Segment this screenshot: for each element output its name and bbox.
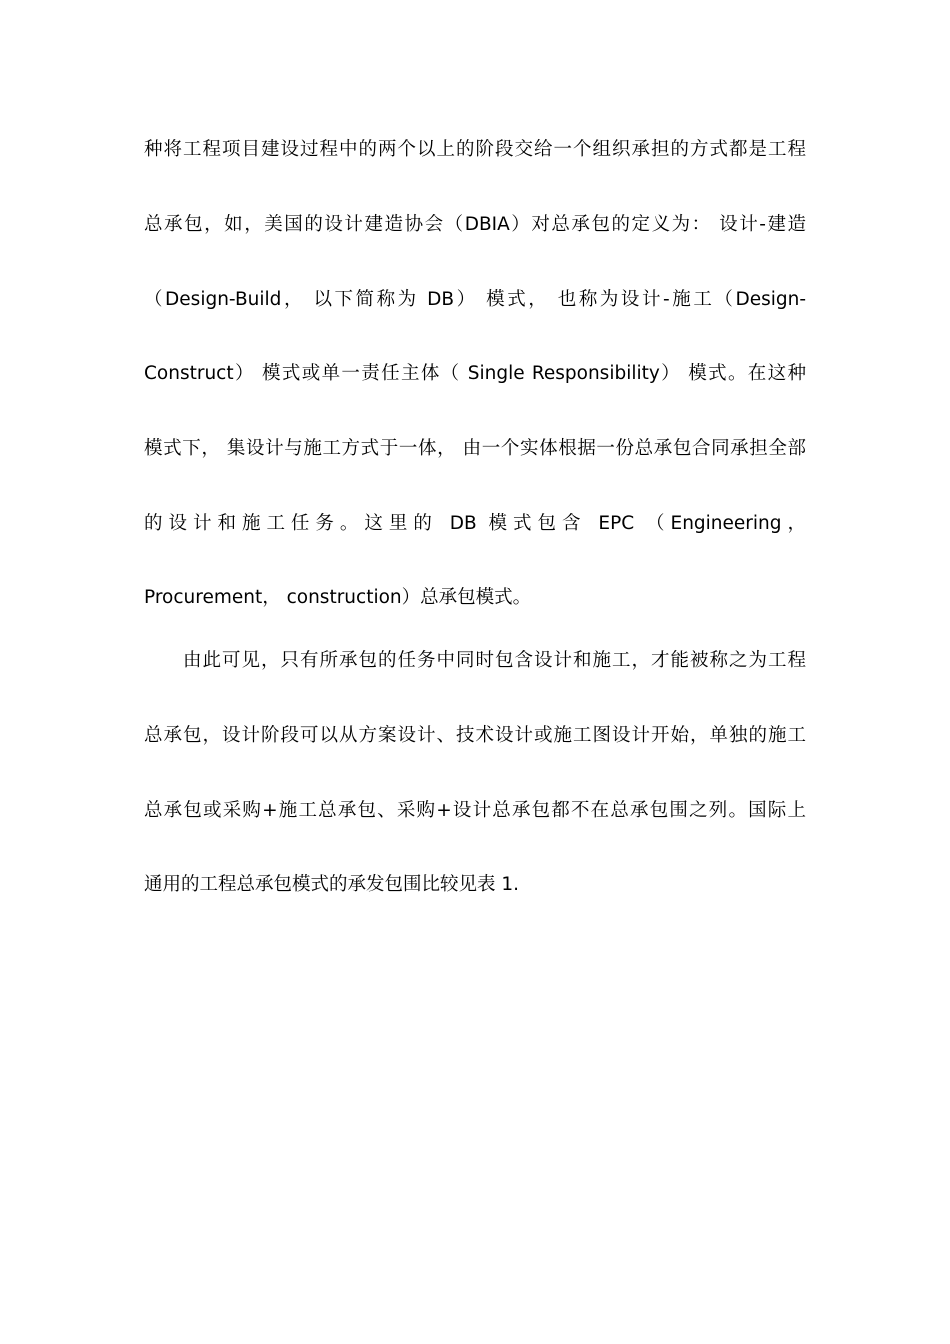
paragraph-2-line-1: 由此可见，只有所承包的任务中同时包含设计和施工，才能被称之为工程 [183, 650, 806, 671]
paragraph-2-line-4: 通用的工程总承包模式的承发包围比较见表 1. [144, 874, 520, 895]
paragraph-2-line-3: 总承包或采购+施工总承包、采购+设计总承包都不在总承包围之列。国际上 [144, 800, 806, 821]
paragraph-1-line-7: Procurement， construction）总承包模式。 [144, 587, 532, 608]
paragraph-1-line-4: Construct） 模式或单一责任主体（ Single Responsibility） 模式。在这种 [144, 363, 806, 384]
paragraph-1-line-3: （Design-Build， 以下简称为 DB） 模式， 也称为设计-施工（Design- [144, 289, 806, 310]
paragraph-1-line-2: 总承包，如，美国的设计建造协会（DBIA）对总承包的定义为： 设计-建造 [144, 214, 806, 235]
paragraph-1-line-5: 模式下， 集设计与施工方式于一体， 由一个实体根据一份总承包合同承担全部 [144, 438, 806, 459]
paragraph-1-line-1: 种将工程项目建设过程中的两个以上的阶段交给一个组织承担的方式都是工程 [144, 139, 806, 160]
paragraph-2-line-2: 总承包，设计阶段可以从方案设计、技术设计或施工图设计开始，单独的施工 [144, 725, 806, 746]
paragraph-1-line-6: 的设计和施工任务。这里的 DB 模式包含 EPC （Engineering， [144, 513, 806, 534]
